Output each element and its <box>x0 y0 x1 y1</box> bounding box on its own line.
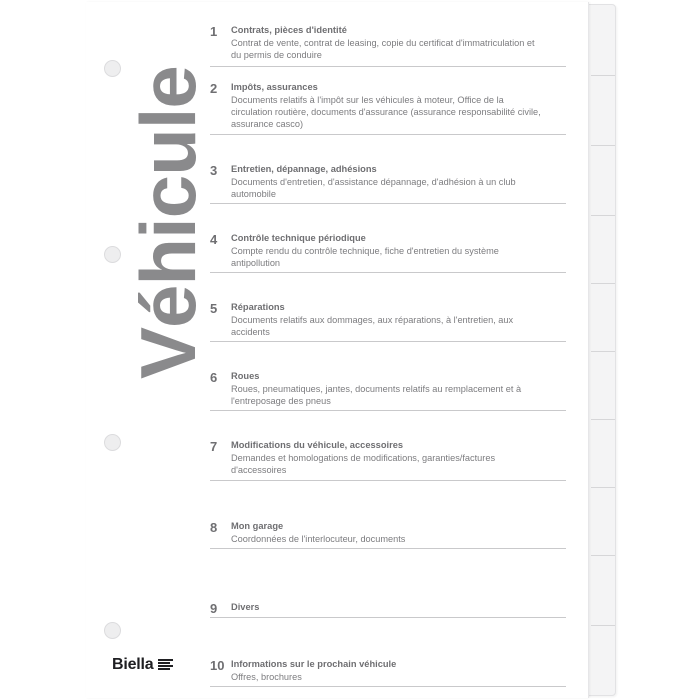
section-number: 7 <box>210 439 218 454</box>
section-number: 8 <box>210 520 218 535</box>
section-description: Compte rendu du contrôle technique, fiche d'entretien du système antipollution <box>231 246 499 268</box>
section-6 <box>210 370 566 411</box>
section-heading: Contrôle technique périodique <box>231 233 366 243</box>
section-heading: Divers <box>231 602 260 612</box>
brand-logo <box>112 656 173 674</box>
tab-edge <box>591 625 615 626</box>
vertical-title <box>124 44 212 379</box>
tab-edge <box>591 351 615 352</box>
section-description: Roues, pneumatiques, jantes, documents relatifs au remplacement et à l'entreposage des pneus <box>231 384 522 406</box>
punch-hole <box>104 60 121 77</box>
section-heading: Réparations <box>231 302 285 312</box>
brand-lines-icon <box>158 659 173 672</box>
tab-edge <box>591 283 615 284</box>
punch-hole <box>104 622 121 639</box>
section-number: 3 <box>210 163 218 178</box>
section-description: Contrat de vente, contrat de leasing, copie du certificat d'immatriculation et du permis de conduire <box>231 38 535 60</box>
section-description: Coordonnées de l'interlocuteur, documents <box>231 534 406 544</box>
section-4 <box>210 232 566 273</box>
section-number: 9 <box>210 601 218 616</box>
section-heading: Contrats, pièces d'identité <box>231 25 347 35</box>
section-heading: Informations sur le prochain véhicule <box>231 659 397 669</box>
section-description: Demandes et homologations de modifications, garanties/factures d'accessoires <box>231 453 496 475</box>
section-9 <box>210 601 566 618</box>
title-text: Véhicule <box>124 66 212 379</box>
section-heading: Modifications du véhicule, accessoires <box>231 440 404 450</box>
tab-edge <box>591 215 615 216</box>
brand-name: Biella <box>112 656 154 673</box>
divider-sheet <box>86 2 589 698</box>
punch-hole <box>104 434 121 451</box>
tab-edge <box>591 75 615 76</box>
tab-edge <box>591 555 615 556</box>
section-5 <box>210 301 566 342</box>
tab-edge <box>591 419 615 420</box>
punch-hole <box>104 246 121 263</box>
section-number: 1 <box>210 24 218 39</box>
section-description: Documents relatifs aux dommages, aux réparations, à l'entretien, aux accidents <box>231 315 514 337</box>
section-3 <box>210 163 566 204</box>
section-number: 5 <box>210 301 218 316</box>
section-1 <box>210 24 566 67</box>
tab-edge <box>591 145 615 146</box>
section-description: Documents relatifs à l'impôt sur les véhicules à moteur, Office de la circulation routière, documents d'assurance (assurance responsabilité civile, assurance casco) <box>231 95 541 129</box>
tab-edge <box>591 487 615 488</box>
section-description: Documents d'entretien, d'assistance dépannage, d'adhésion à un club automobile <box>231 177 516 199</box>
section-2 <box>210 81 566 135</box>
section-number: 6 <box>210 370 218 385</box>
section-10 <box>210 658 566 687</box>
section-7 <box>210 439 566 481</box>
section-heading: Impôts, assurances <box>231 82 318 92</box>
section-number: 10 <box>210 658 225 673</box>
section-number: 4 <box>210 232 218 247</box>
section-number: 2 <box>210 81 218 96</box>
section-8 <box>210 520 566 549</box>
section-heading: Mon garage <box>231 521 284 531</box>
section-description: Offres, brochures <box>231 672 302 682</box>
section-heading: Roues <box>231 371 260 381</box>
section-heading: Entretien, dépannage, adhésions <box>231 164 377 174</box>
